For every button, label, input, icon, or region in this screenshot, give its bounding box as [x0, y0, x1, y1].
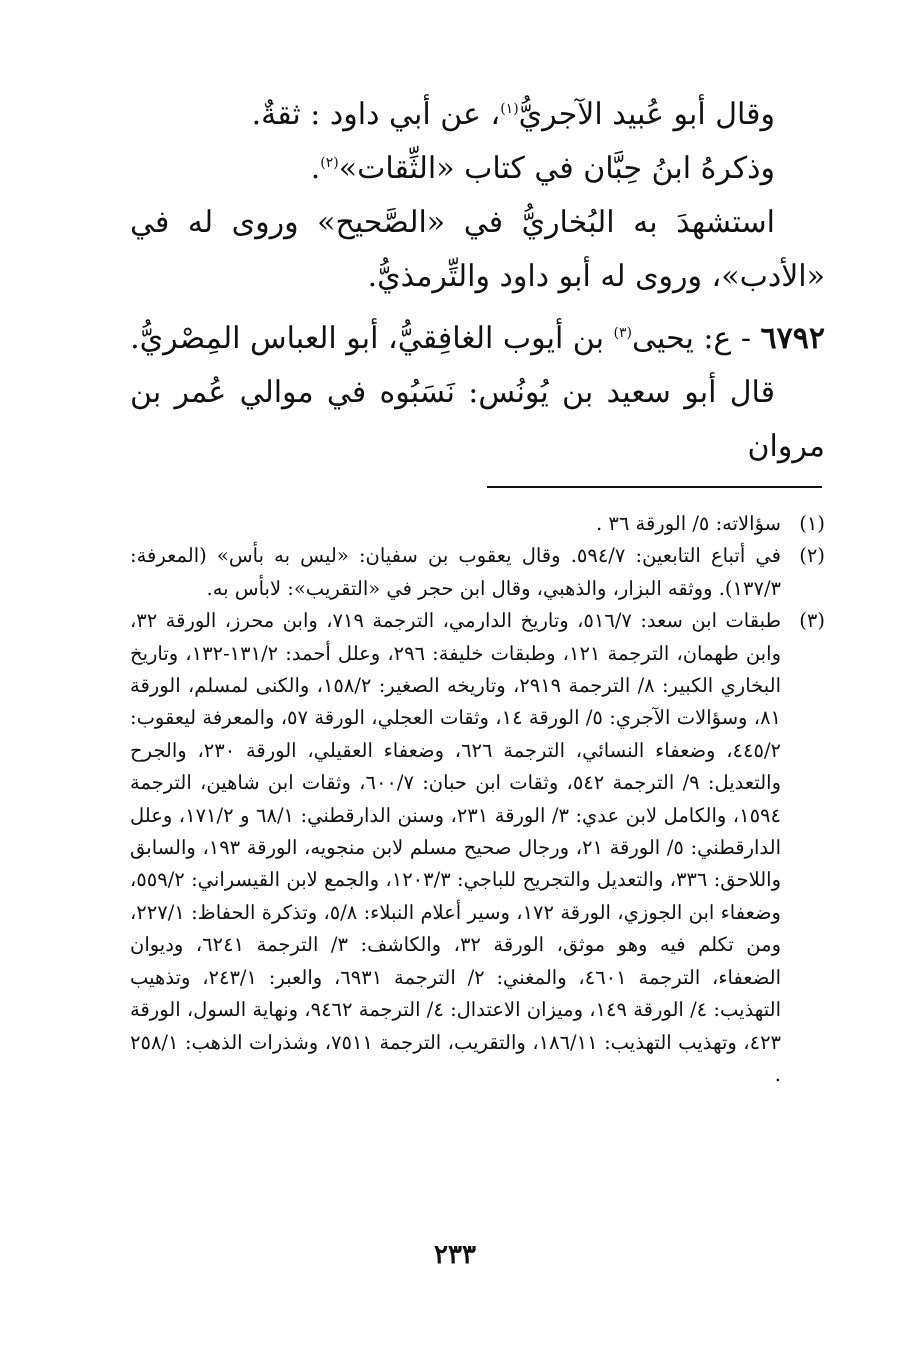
paragraph-text: وقال أبو عُبيد الآجريُّ: [518, 97, 775, 132]
footnote-text: في أتباع التابعين: ٥٩٤/٧. وقال يعقوب بن سفيان: «ليس به بأس» (المعرفة: ١٣٧/٣). ووثقه البزار، والذهبي، وقال ابن حجر في «التقريب»: لابأس به.: [130, 544, 781, 600]
paragraph-bukhari: استشهدَ به البُخاريُّ في «الصَّحيح» وروى له في «الأدب»، وروى له أبو داود والتِّرمذيُّ.: [130, 205, 825, 294]
paragraph-ajurri: [130, 88, 825, 142]
footnote-number: (١): [799, 512, 825, 535]
paragraph-text: وذكرهُ ابنُ حِبَّان في كتاب «الثِّقات»: [338, 151, 775, 186]
entry-code: - ع: يحيى: [632, 321, 761, 356]
footnotes: [130, 508, 825, 1091]
paragraph-text-end: ، عن أبي داود : ثقةٌ.: [251, 97, 501, 132]
footnote-number: (٣): [799, 609, 825, 633]
footnote-ref-2[interactable]: (٢): [320, 155, 339, 171]
footnote-number: (٢): [799, 544, 825, 568]
entry-name: بن أيوب الغافِقيُّ، أبو العباس المِصْريُّ.: [130, 321, 614, 356]
footnote-2: [130, 540, 825, 605]
page-number: ٢٣٣: [434, 1240, 476, 1270]
paragraph-ibn-hibban: [130, 142, 825, 196]
footnote-text: طبقات ابن سعد: ٥١٦/٧، وتاريخ الدارمي، الترجمة ٧١٩، وابن محرز، الورقة ٣٢، وابن طهمان، الترجمة ١٢١، وطبقات خليفة: ٢٩٦، وعلل أحمد: ١٣١/٢-١٣٢، وتاريخ البخاري الكبير: ٨/ الترجمة ٢٩١٩، وتاريخه الصغير: ١٥٨/٢، والكنى لمسلم، الورقة ٨١، وسؤالات الآجري: ٥/ الورقة ١٤، وثقات العجلي، الورقة ٥٧، والمعرفة ليعقوب: ٤٤٥/٢، وضعفاء النسائي، الترجمة ٦٢٦، وضعفاء العقيلي، الورقة ٢٣٠، والجرح والتعديل: ٩/ الترجمة ٥٤٢، وثقات ابن حبان: ٦٠٠/٧، وثقات ابن شاهين، الترجمة ١٥٩٤، والكامل لابن عدي: ٣/ الورقة ٢٣١، وسنن الدارقطني: ٦٨/١ و ١٧١/٢، وعلل الدارقطني: ٥/ الورقة ٢١، ورجال صحيح مسلم لابن منجويه، الورقة ١٩٣، والسابق واللاحق: ٣٣٦، والتعديل والتجريح للباجي: ١٢٠٣/٣، والجمع لابن القيسراني: ٥٥٩/٢، وضعفاء ابن الجوزي، الورقة ١٧٢، وسير أعلام النبلاء: ٥/٨، وتذكرة الحفاظ: ٢٢٧/١، ومن تكلم فيه وهو موثق، الورقة ٣٢، والكاشف: ٣/ الترجمة ٦٢٤١، وديوان الضعفاء، الترجمة ٤٦٠١، والمغني: ٢/ الترجمة ٦٩٣١، والعبر: ٢٤٣/١، وتذهيب التهذيب: ٤/ الورقة ١٤٩، وميزان الاعتدال: ٤/ الترجمة ٩٤٦٢، ونهاية السول، الورقة ٤٢٣، وتهذيب التهذيب: ١٨٦/١١، والتقريب، الترجمة ٧٥١١، وشذرات الذهب: ٢٥٨/١ .: [130, 609, 782, 1086]
paragraph-ibn-yunus: قال أبو سعيد بن يُونُس: نَسَبُوه في موالي عُمر بن مروان: [130, 375, 825, 464]
paragraph-text-end: .: [310, 151, 321, 186]
footnote-text: سؤالاته: ٥/ الورقة ٣٦ .: [595, 512, 781, 535]
footnote-ref-3[interactable]: (٣): [613, 325, 633, 341]
entry-number: ٦٧٩٢: [760, 321, 825, 356]
footnote-1: [130, 508, 825, 540]
main-text: [130, 88, 825, 474]
footnote-3: [130, 605, 825, 1091]
footnote-ref-1[interactable]: (١): [500, 101, 519, 117]
footnote-separator: [487, 486, 822, 488]
entry-heading: [130, 312, 825, 366]
